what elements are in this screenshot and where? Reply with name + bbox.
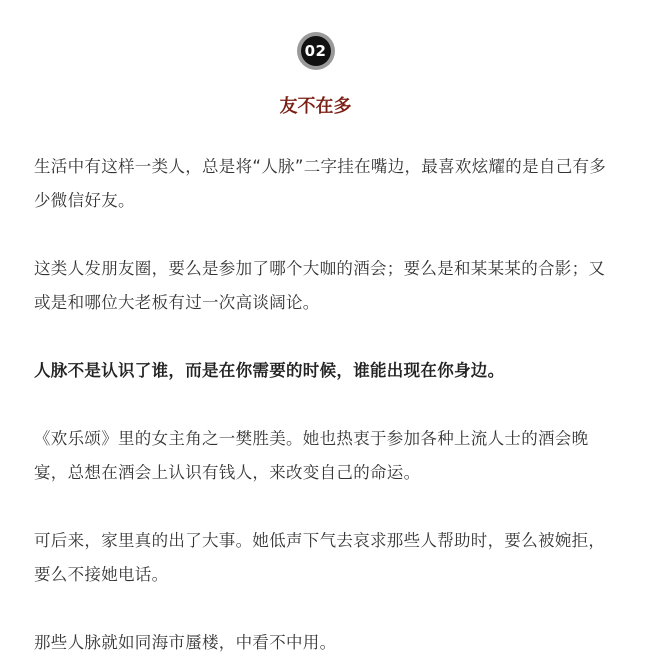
- paragraph-1: 生活中有这样一类人，总是将“人脉”二字挂在嘴边，最喜欢炫耀的是自己有多少微信好友。: [34, 157, 607, 210]
- paragraph-5: 可后来，家里真的出了大事。她低声下气去哀求那些人帮助时，要么被婉拒，要么不接她电话。: [34, 531, 606, 584]
- paragraph-4: 《欢乐颂》里的女主角之一樊胜美。她也热衷于参加各种上流人士的酒会晚宴，总想在酒会上认识有钱人，来改变自己的命运。: [34, 429, 589, 482]
- section-number-badge: [297, 32, 335, 70]
- paragraph-2: 这类人发朋友圈，要么是参加了哪个大咖的酒会；要么是和某某某的合影；又或是和哪位大老板有过一次高谈阔论。: [34, 259, 606, 312]
- section-number: 02: [301, 36, 331, 66]
- section-badge-wrapper: [0, 32, 631, 70]
- paragraph-6: 那些人脉就如同海市蜃楼，中看不中用。: [34, 633, 337, 652]
- section-title: 友不在多: [279, 96, 352, 117]
- paragraph-3-emphasis: 人脉不是认识了谁，而是在你需要的时候，谁能出现在你身边。: [34, 361, 505, 380]
